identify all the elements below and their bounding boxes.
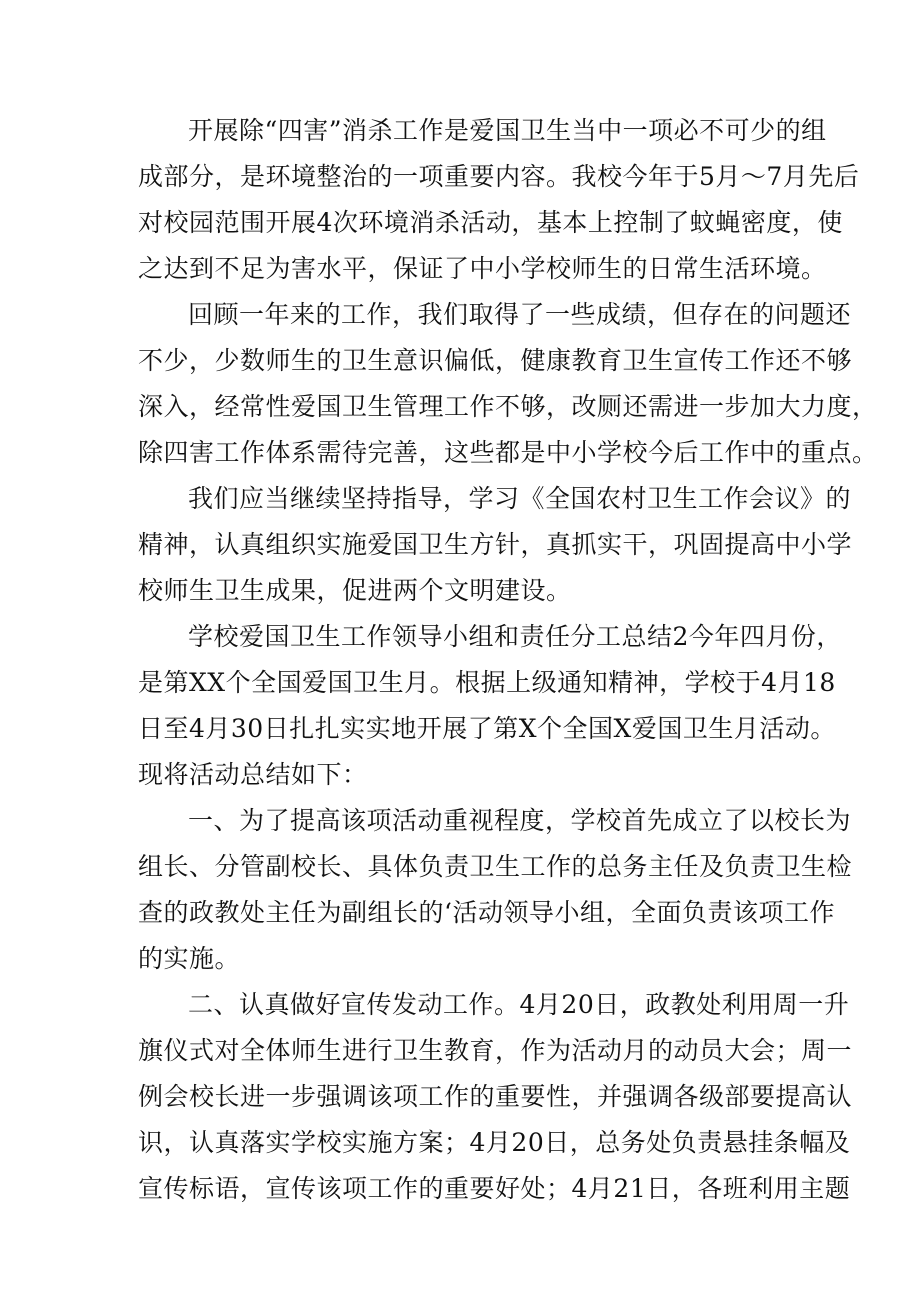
document-body [138, 108, 878, 1212]
text-line-20: 二、认真做好宣传发动工作。4月20日，政教处利用周一升 [188, 990, 850, 1019]
text-line-3: 对校园范围开展4次环境消杀活动，基本上控制了蚊蝇密度，使 [138, 208, 843, 237]
text-line-12: 学校爱国卫生工作领导小组和责任分工总结2今年四月份， [188, 622, 842, 651]
text-line-22: 例会校长进一步强调该项工作的重要性，并强调各级部要提高认 [138, 1082, 853, 1111]
text-line-11: 校师生卫生成果，促进两个文明建设。 [138, 576, 572, 605]
text-line-19: 的实施。 [138, 944, 241, 973]
text-line-24: 宣传标语，宣传该项工作的重要好处；4月21日，各班利用主题 [138, 1174, 851, 1203]
text-line-15: 现将活动总结如下： [138, 760, 368, 789]
text-line-14: 日至4月30日扎扎实实地开展了第X个全国X爱国卫生月活动。 [138, 714, 836, 743]
text-line-10: 精神，认真组织实施爱国卫生方针，真抓实干，巩固提高中小学 [138, 530, 853, 559]
text-line-17: 组长、分管副校长、具体负责卫生工作的总务主任及负责卫生检 [138, 852, 853, 881]
text-line-8: 除四害工作体系需待完善，这些都是中小学校今后工作中的重点。 [138, 438, 878, 467]
text-line-4: 之达到不足为害水平，保证了中小学校师生的日常生活环境。 [138, 254, 827, 283]
text-line-5: 回顾一年来的工作，我们取得了一些成绩，但存在的问题还 [188, 300, 852, 329]
text-line-18: 查的政教处主任为副组长的‘活动领导小组，全面负责该项工作 [138, 898, 835, 927]
text-line-7: 深入，经常性爱国卫生管理工作不够，改厕还需进一步加大力度， [138, 392, 878, 421]
text-line-23: 识，认真落实学校实施方案；4月20日，总务处负责悬挂条幅及 [138, 1128, 851, 1157]
text-line-13: 是第XX个全国爱国卫生月。根据上级通知精神，学校于4月18 [138, 668, 836, 697]
text-line-1: 开展除“四害”消杀工作是爱国卫生当中一项必不可少的组 [188, 116, 827, 145]
text-line-6: 不少，少数师生的卫生意识偏低，健康教育卫生宣传工作还不够 [138, 346, 853, 375]
text-line-16: 一、为了提高该项活动重视程度，学校首先成立了以校长为 [188, 806, 852, 835]
text-line-2: 成部分，是环境整治的一项重要内容。我校今年于5月～7月先后 [138, 162, 860, 191]
text-line-9: 我们应当继续坚持指导，学习《全国农村卫生工作会议》的 [188, 484, 852, 513]
text-line-21: 旗仪式对全体师生进行卫生教育，作为活动月的动员大会；周一 [138, 1036, 853, 1065]
